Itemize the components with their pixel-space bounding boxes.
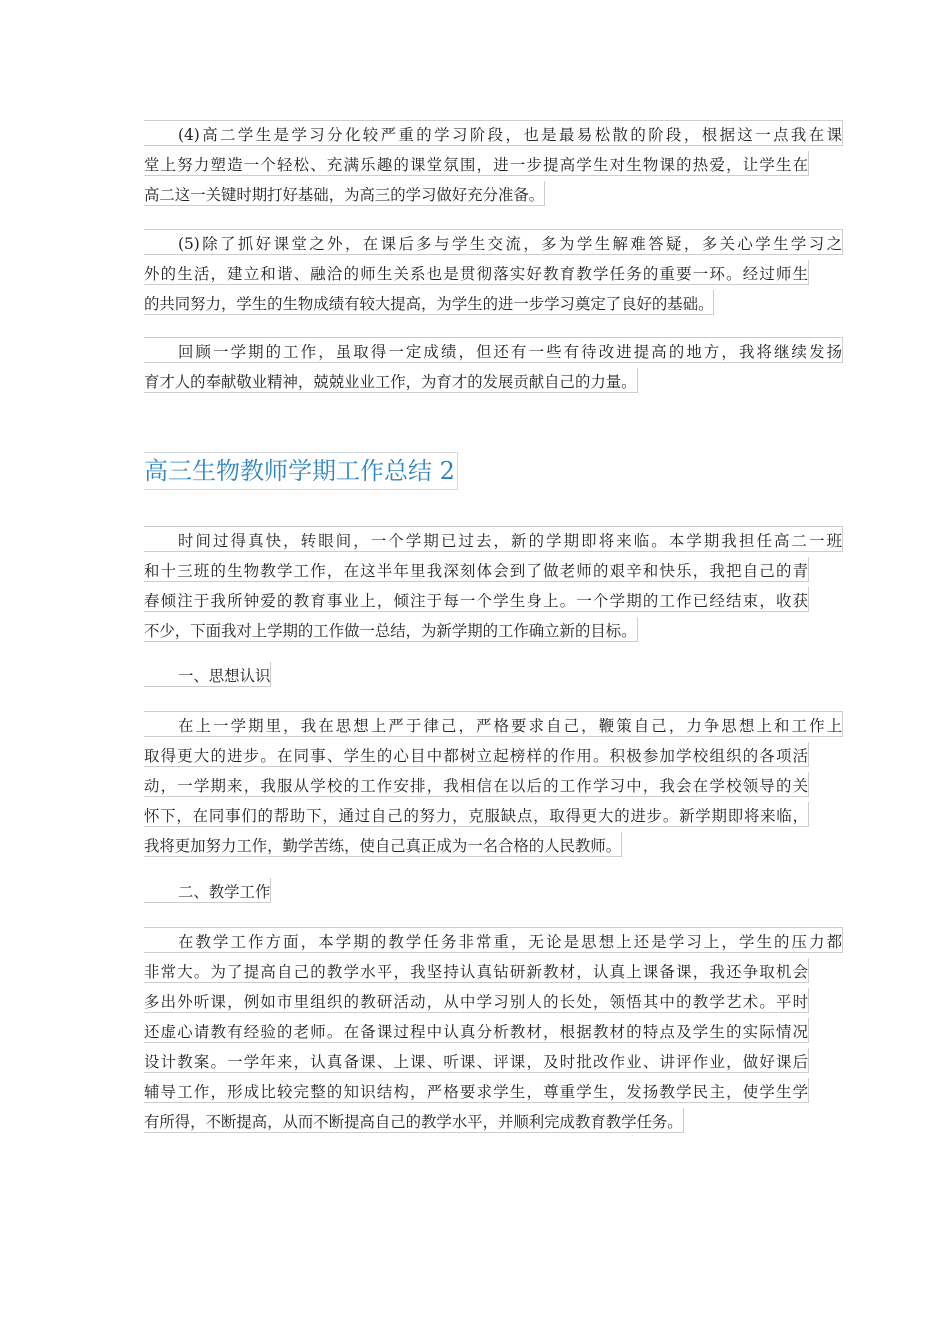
- text-line: 我将更加努力工作，勤学苦练，使自己真正成为一名合格的人民教师。: [144, 832, 622, 857]
- text-line: 还虚心请教有经验的老师。在备课过程中认真分析教材，根据教材的特点及学生的实际情况: [144, 1018, 809, 1043]
- text-line: 设计教案。一学年来，认真备课、上课、听课、评课，及时批改作业、讲评作业，做好课后: [144, 1048, 809, 1073]
- text-line: 在教学工作方面，本学期的教学任务非常重，无论是思想上还是学习上，学生的压力都: [144, 927, 843, 953]
- paragraph-4: [144, 120, 842, 211]
- text-line: 和十三班的生物教学工作，在这半年里我深刻体会到了做老师的艰辛和快乐，我把自己的青: [144, 557, 809, 582]
- text-line: 回顾一学期的工作，虽取得一定成绩，但还有一些有待改进提高的地方，我将继续发扬: [144, 337, 843, 363]
- heading-thought: [144, 662, 809, 692]
- paragraph-5: [144, 229, 842, 320]
- paragraph-intro: [144, 526, 842, 647]
- text-line: 高二这一关键时期打好基础，为高三的学习做好充分准备。: [144, 181, 545, 206]
- text-line: 在上一学期里，我在思想上严于律己，严格要求自己，鞭策自己，力争思想上和工作上: [144, 711, 843, 737]
- text-line: 外的生活，建立和谐、融洽的师生关系也是贯彻落实好教育教学任务的重要一环。经过师生: [144, 260, 809, 285]
- text-line: 时间过得真快，转眼间，一个学期已过去，新的学期即将来临。本学期我担任高二一班: [144, 526, 843, 552]
- text-line: 春倾注于我所钟爱的教育事业上，倾注于每一个学生身上。一个学期的工作已经结束，收获: [144, 587, 809, 612]
- text-line: 怀下，在同事们的帮助下，通过自己的努力，克服缺点，取得更大的进步。新学期即将来临，: [144, 802, 809, 827]
- text-line: (4)高二学生是学习分化较严重的学习阶段，也是最易松散的阶段，根据这一点我在课: [144, 120, 843, 146]
- text-line: 非常大。为了提高自己的教学水平，我坚持认真钻研新教材，认真上课备课，我还争取机会: [144, 958, 809, 983]
- text-line: (5)除了抓好课堂之外，在课后多与学生交流，多为学生解难答疑，多关心学生学习之: [144, 229, 843, 255]
- text-line: 育才人的奉献敬业精神，兢兢业业工作，为育才的发展贡献自己的力量。: [144, 368, 638, 393]
- subheading: 二、教学工作: [144, 878, 271, 903]
- paragraph-review: [144, 337, 842, 398]
- text-line: 堂上努力塑造一个轻松、充满乐趣的课堂氛围，进一步提高学生对生物课的热爱，让学生在: [144, 151, 809, 176]
- paragraph-teaching: [144, 927, 842, 1138]
- paragraph-thought: [144, 711, 842, 862]
- text-line: 动，一学期来，我服从学校的工作安排，我相信在以后的工作学习中，我会在学校领导的关: [144, 772, 809, 797]
- text-line: 多出外听课，例如市里组织的教研活动，从中学习别人的长处，领悟其中的教学艺术。平时: [144, 988, 809, 1013]
- heading-teaching: [144, 878, 809, 908]
- text-line: 取得更大的进步。在同事、学生的心目中都树立起榜样的作用。积极参加学校组织的各项活: [144, 742, 809, 767]
- text-line: 的共同努力，学生的生物成绩有较大提高，为学生的进一步学习奠定了良好的基础。: [144, 290, 714, 315]
- text-line: 有所得，不断提高，从而不断提高自己的教学水平，并顺利完成教育教学任务。: [144, 1108, 684, 1133]
- subheading: 一、思想认识: [144, 662, 271, 687]
- text-line: 不少，下面我对上学期的工作做一总结，为新学期的工作确立新的目标。: [144, 617, 638, 642]
- text-line: 辅导工作，形成比较完整的知识结构，严格要求学生，尊重学生，发扬教学民主，使学生学: [144, 1078, 809, 1103]
- section-title: 高三生物教师学期工作总结 2: [144, 452, 458, 490]
